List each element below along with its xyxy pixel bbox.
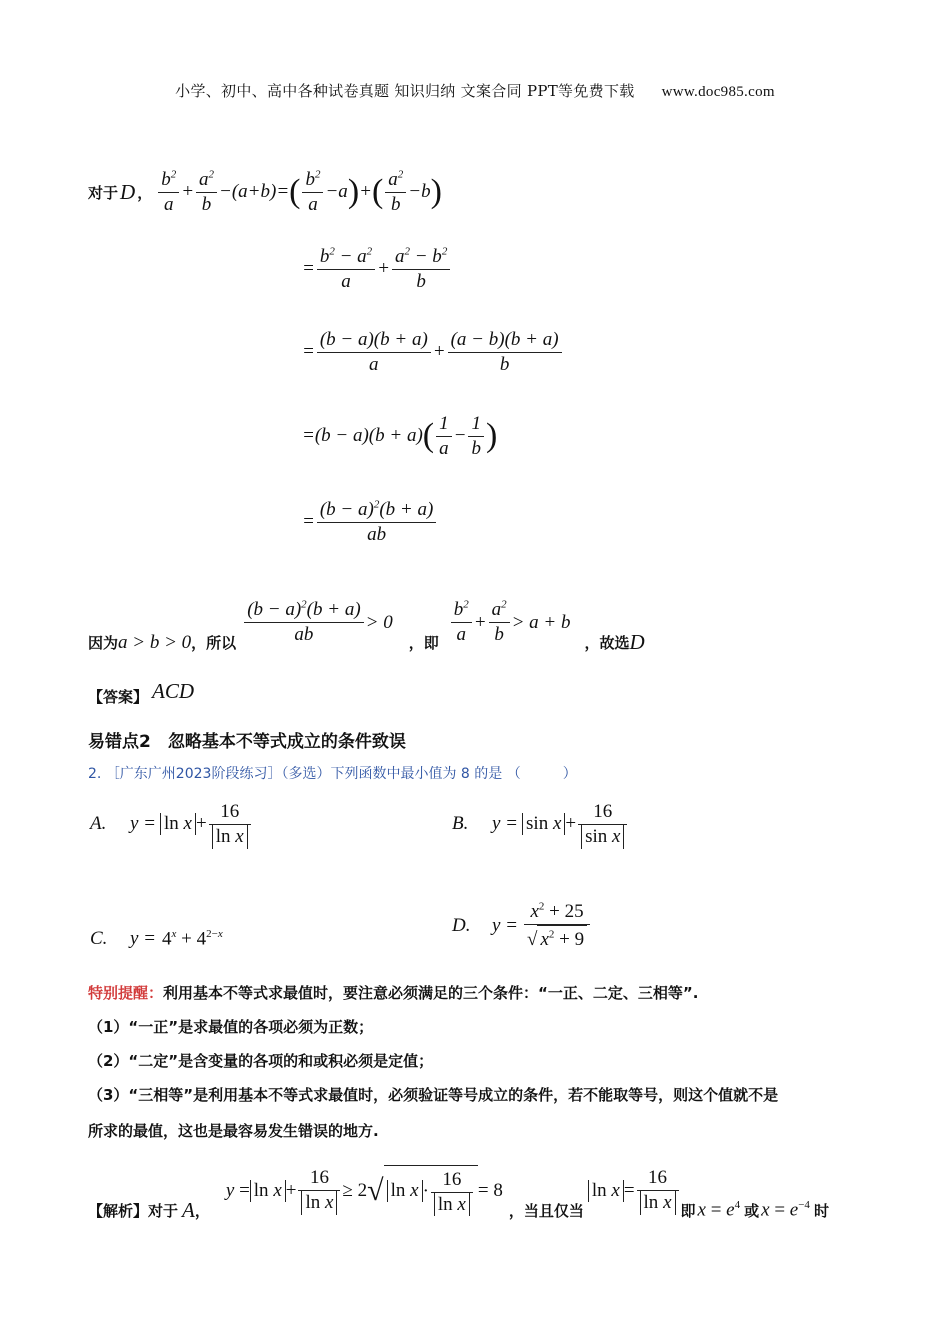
- analysis-ie: 即: [680, 1202, 696, 1220]
- option-b: [452, 800, 629, 849]
- header-title: 小学、初中、高中各种试卷真题 知识归纳 文案合同 PPT等免费下载: [175, 82, 635, 100]
- answer-line: [88, 676, 194, 707]
- d-equation-5: = $\frac{(b - a)^2(b + a)}{ab}$: [302, 498, 438, 547]
- choose-text: ，故选: [584, 634, 630, 652]
- option-d: [452, 900, 592, 952]
- question-stem: [88, 763, 577, 783]
- analysis-var: A: [182, 1198, 195, 1222]
- header-site: www.doc985.com: [661, 84, 775, 100]
- option-a: [90, 800, 253, 849]
- reminder-label: 特别提醒：: [88, 984, 164, 1002]
- d-label-var: D: [120, 179, 136, 204]
- question-paren: （ ）: [506, 766, 577, 782]
- conclusion-inequality: $\frac{(b - a)^2(b + a)}{ab}$ > 0: [242, 598, 393, 647]
- d-equation-4: =(b − a)(b + a) ( $\frac{1}{a}$ − $\frac{1}{b}$ ): [302, 413, 498, 459]
- analysis-when: ，当且仅当: [508, 1202, 584, 1220]
- analysis-x1: $x = e^4$: [697, 1199, 741, 1221]
- reminder-item-1: （1）“一正”是求最值的各项必须为正数；: [88, 1018, 374, 1036]
- option-d-prefix: y =: [492, 914, 519, 936]
- analysis-line: [88, 1158, 829, 1223]
- option-d-label: D.: [452, 914, 471, 936]
- analysis-at: 时: [813, 1202, 829, 1220]
- option-c-expr: $4^x + 4^{2-x}$: [162, 928, 223, 950]
- that-is-text: ，即: [408, 634, 439, 652]
- conclusion-line: [88, 590, 645, 655]
- question-text: ［广东广州2023阶段练习］（多选）下列函数中最小值为 8 的是: [105, 766, 503, 782]
- reminder-line: [88, 982, 698, 1003]
- answer-label: 【答案】: [88, 688, 149, 706]
- so-text: ，所以: [191, 634, 237, 652]
- condition-expr: a > b > 0: [118, 631, 192, 653]
- page-header: [0, 80, 950, 101]
- analysis-or: 或: [744, 1202, 760, 1220]
- reminder-item-3: （3）“三相等”是利用基本不等式求最值时，必须验证等号成立的条件，若不能取等号，则这个值就不是: [88, 1086, 779, 1104]
- option-a-label: A.: [90, 813, 107, 835]
- reminder-text: 利用基本不等式求最值时，要注意必须满足的三个条件：“一正、二定、三相等”.: [163, 984, 699, 1002]
- analysis-x2: $x = e^{-4}$: [761, 1199, 810, 1221]
- section-title: 易错点2 忽略基本不等式成立的条件致误: [88, 732, 406, 752]
- question-number: 2.: [88, 766, 102, 782]
- d-derivation-line-1: [88, 168, 442, 217]
- analysis-label: 【解析】: [88, 1202, 149, 1220]
- answer-value: ACD: [152, 679, 195, 703]
- choose-var: D: [629, 630, 645, 654]
- analysis-text1: 对于: [148, 1202, 179, 1220]
- option-c-prefix: y =: [130, 928, 157, 950]
- option-b-prefix: y =: [492, 813, 519, 835]
- d-label-suffix: ，: [137, 183, 153, 202]
- option-a-prefix: y =: [130, 813, 157, 835]
- conclusion-result: $\frac{b^2}{a}$ + $\frac{a^2}{b}$ > a + b: [449, 598, 571, 647]
- reminder-item-4: 所求的最值，这也是最容易发生错误的地方.: [88, 1122, 379, 1140]
- d-equation-1: $\frac{b^2}{a}$ + $\frac{a^2}{b}$ −(a+b)= ( $\frac{b^2}{a}$ −a ) + ( $\frac{a^2}{b}$ −b ): [156, 168, 442, 217]
- reminder-item-2: （2）“二定”是含变量的各项的和或积必须是定值；: [88, 1052, 434, 1070]
- d-label-prefix: 对于: [88, 183, 119, 202]
- option-d-expr: $\frac{x^2 + 25}{√ x^2 + 9}$: [522, 900, 592, 952]
- option-c-label: C.: [90, 928, 108, 950]
- d-equation-3: = $\frac{(b - a)(b + a)}{a}$ + $\frac{(a - b)(b + a)}{b}$: [302, 328, 564, 377]
- option-c: [90, 928, 223, 950]
- option-b-label: B.: [452, 813, 469, 835]
- because-text: 因为: [88, 634, 119, 652]
- d-equation-2: = $\frac{b^2 - a^2}{a}$ + $\frac{a^2 - b^2}{b}$: [302, 245, 452, 294]
- option-a-expr: ln x + $\frac{16}{\text{ln x}}$: [160, 800, 253, 849]
- analysis-condition: ln x = $\frac{16}{\text{ln x}}$: [588, 1166, 681, 1215]
- analysis-inequality: y = ln x + $\frac{16}{\text{ln x}}$ ≥ 2 √ ln x · $\frac{16}{\text{ln x}}$ = 8: [226, 1165, 503, 1217]
- analysis-comma: ，: [194, 1202, 210, 1220]
- option-b-expr: sin x + $\frac{16}{\text{sin x}}$: [522, 800, 629, 849]
